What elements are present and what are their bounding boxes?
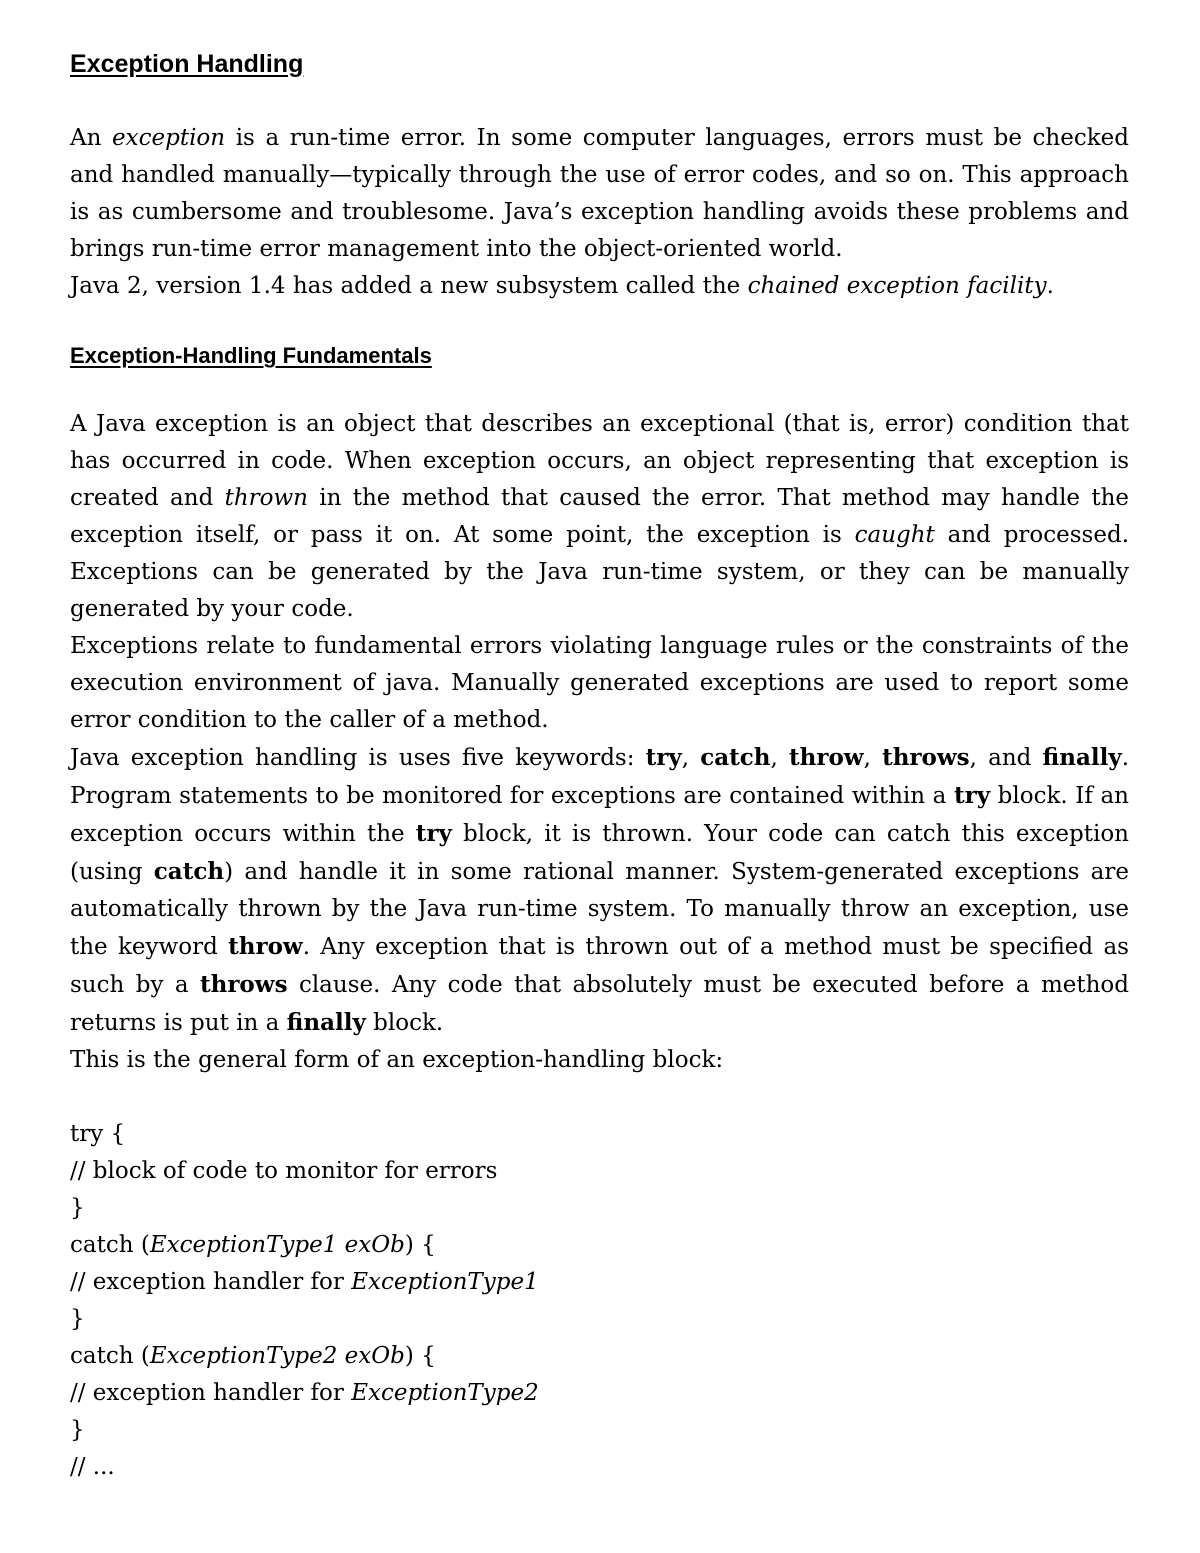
spacer	[70, 83, 1129, 120]
keyword-throw: throw	[788, 744, 864, 771]
code-line: }	[70, 1417, 85, 1443]
body-paragraph-3: Java exception handling is uses five keywords: try, catch, throw, throws, and finally. Program statements to be monitored for exceptions are contained within a try block. If an exception occurs within the try block, it is thrown. Your code can catch this exception (using catch) and handle it in some rational manner. System-generated exceptions are automatically thrown by the Java run-time system. To manually throw an exception, use the keyword throw. Any exception that is thrown out of a method must be specified as such by a throws clause. Any code that absolutely must be executed before a method returns is put in a finally block.	[70, 744, 1130, 1036]
intro-paragraph: An exception is a run-time error. In some computer languages, errors must be checked and handled manually—typically through the use of error codes, and so on. This approach is as cumbersome and troublesome. Java’s exception handling avoids these problems and brings run-time error management into the object-oriented world.	[70, 125, 1130, 262]
page-title: Exception Handling	[70, 50, 304, 78]
spacer	[70, 1079, 1129, 1116]
term-caught: caught	[854, 522, 935, 548]
keyword-try: try	[645, 744, 682, 771]
keyword-catch: catch	[700, 744, 771, 771]
spacer	[70, 374, 1129, 406]
body-paragraph-4: This is the general form of an exception-handling block:	[70, 1047, 724, 1073]
section-heading: Exception-Handling Fundamentals	[70, 343, 432, 368]
body-paragraph-1: A Java exception is an object that describes an exceptional (that is, error) condition that has occurred in code. When exception occurs, an object representing that exception is created and thrown in the method that caused the error. That method may handle the exception itself, or pass it on. At some point, the exception is caught and processed. Exceptions can be generated by the Java run-time system, or they can be manually generated by your code.	[70, 411, 1130, 622]
keyword-throw: throw	[228, 933, 303, 960]
code-line: // exception handler for ExceptionType2	[70, 1380, 539, 1406]
code-line: catch (ExceptionType1 exOb) {	[70, 1232, 436, 1258]
term-thrown: thrown	[224, 485, 308, 511]
keyword-throws: throws	[199, 971, 288, 998]
code-block	[70, 1116, 1129, 1486]
keyword-finally: finally	[1042, 744, 1122, 771]
code-line: try {	[70, 1121, 126, 1147]
keyword-try: try	[415, 820, 452, 847]
code-line: // ...	[70, 1454, 115, 1480]
code-line: }	[70, 1195, 85, 1221]
body-paragraph-2: Exceptions relate to fundamental errors violating language rules or the constraints of the execution environment of java. Manually generated exceptions are used to report some error condition to the caller of a method.	[70, 633, 1129, 733]
keyword-catch: catch	[153, 858, 225, 885]
code-line: }	[70, 1306, 85, 1332]
keyword-try: try	[953, 782, 991, 809]
keyword-finally: finally	[286, 1009, 366, 1036]
intro-paragraph-2: Java 2, version 1.4 has added a new subsystem called the chained exception facility.	[70, 273, 1054, 299]
code-line: // block of code to monitor for errors	[70, 1158, 498, 1184]
spacer	[70, 305, 1129, 337]
code-line: catch (ExceptionType2 exOb) {	[70, 1343, 436, 1369]
term-exception: exception	[112, 125, 226, 151]
keyword-throws: throws	[882, 744, 970, 771]
code-line: // exception handler for ExceptionType1	[70, 1269, 539, 1295]
document-page	[70, 46, 1129, 1486]
term-chained-exception: chained exception facility	[747, 273, 1047, 299]
